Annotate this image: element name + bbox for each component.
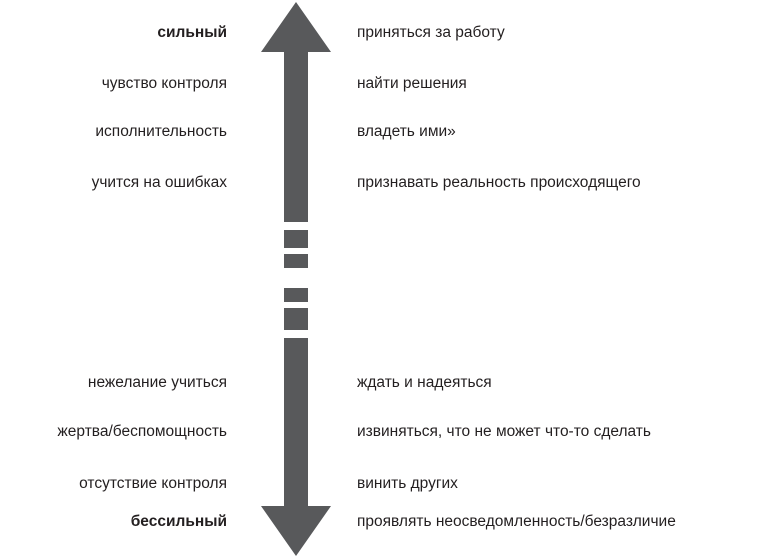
label-left-strong: сильный: [157, 24, 227, 41]
label-left-lack-of-control: отсутствие контроля: [79, 475, 227, 492]
double-arrow-graphic: [251, 0, 341, 559]
arrow-icon: [251, 0, 341, 559]
label-right-get-to-work: приняться за работу: [357, 24, 505, 41]
label-right-show-ignorance: проявлять неосведомленность/безразличие: [357, 513, 676, 530]
label-right-apologize: извиняться, что не может что-то сделать: [357, 423, 651, 440]
label-right-acknowledge-reality: признавать реальность происходящего: [357, 174, 641, 191]
label-right-blame-others: винить других: [357, 475, 458, 492]
label-left-victim-helplessness: жертва/беспомощность: [57, 423, 227, 440]
label-left-powerless: бессильный: [130, 513, 227, 530]
label-left-unwillingness-to-learn: нежелание учиться: [87, 374, 227, 391]
label-right-wait-and-hope: ждать и надеяться: [357, 374, 492, 391]
label-right-find-solutions: найти решения: [357, 75, 467, 92]
label-right-own-them: владеть ими»: [357, 123, 456, 140]
label-left-learns-from-mistakes: учится на ошибках: [91, 174, 227, 191]
label-left-sense-of-control: чувство контроля: [101, 75, 227, 92]
label-left-diligence: исполнительность: [95, 123, 227, 140]
